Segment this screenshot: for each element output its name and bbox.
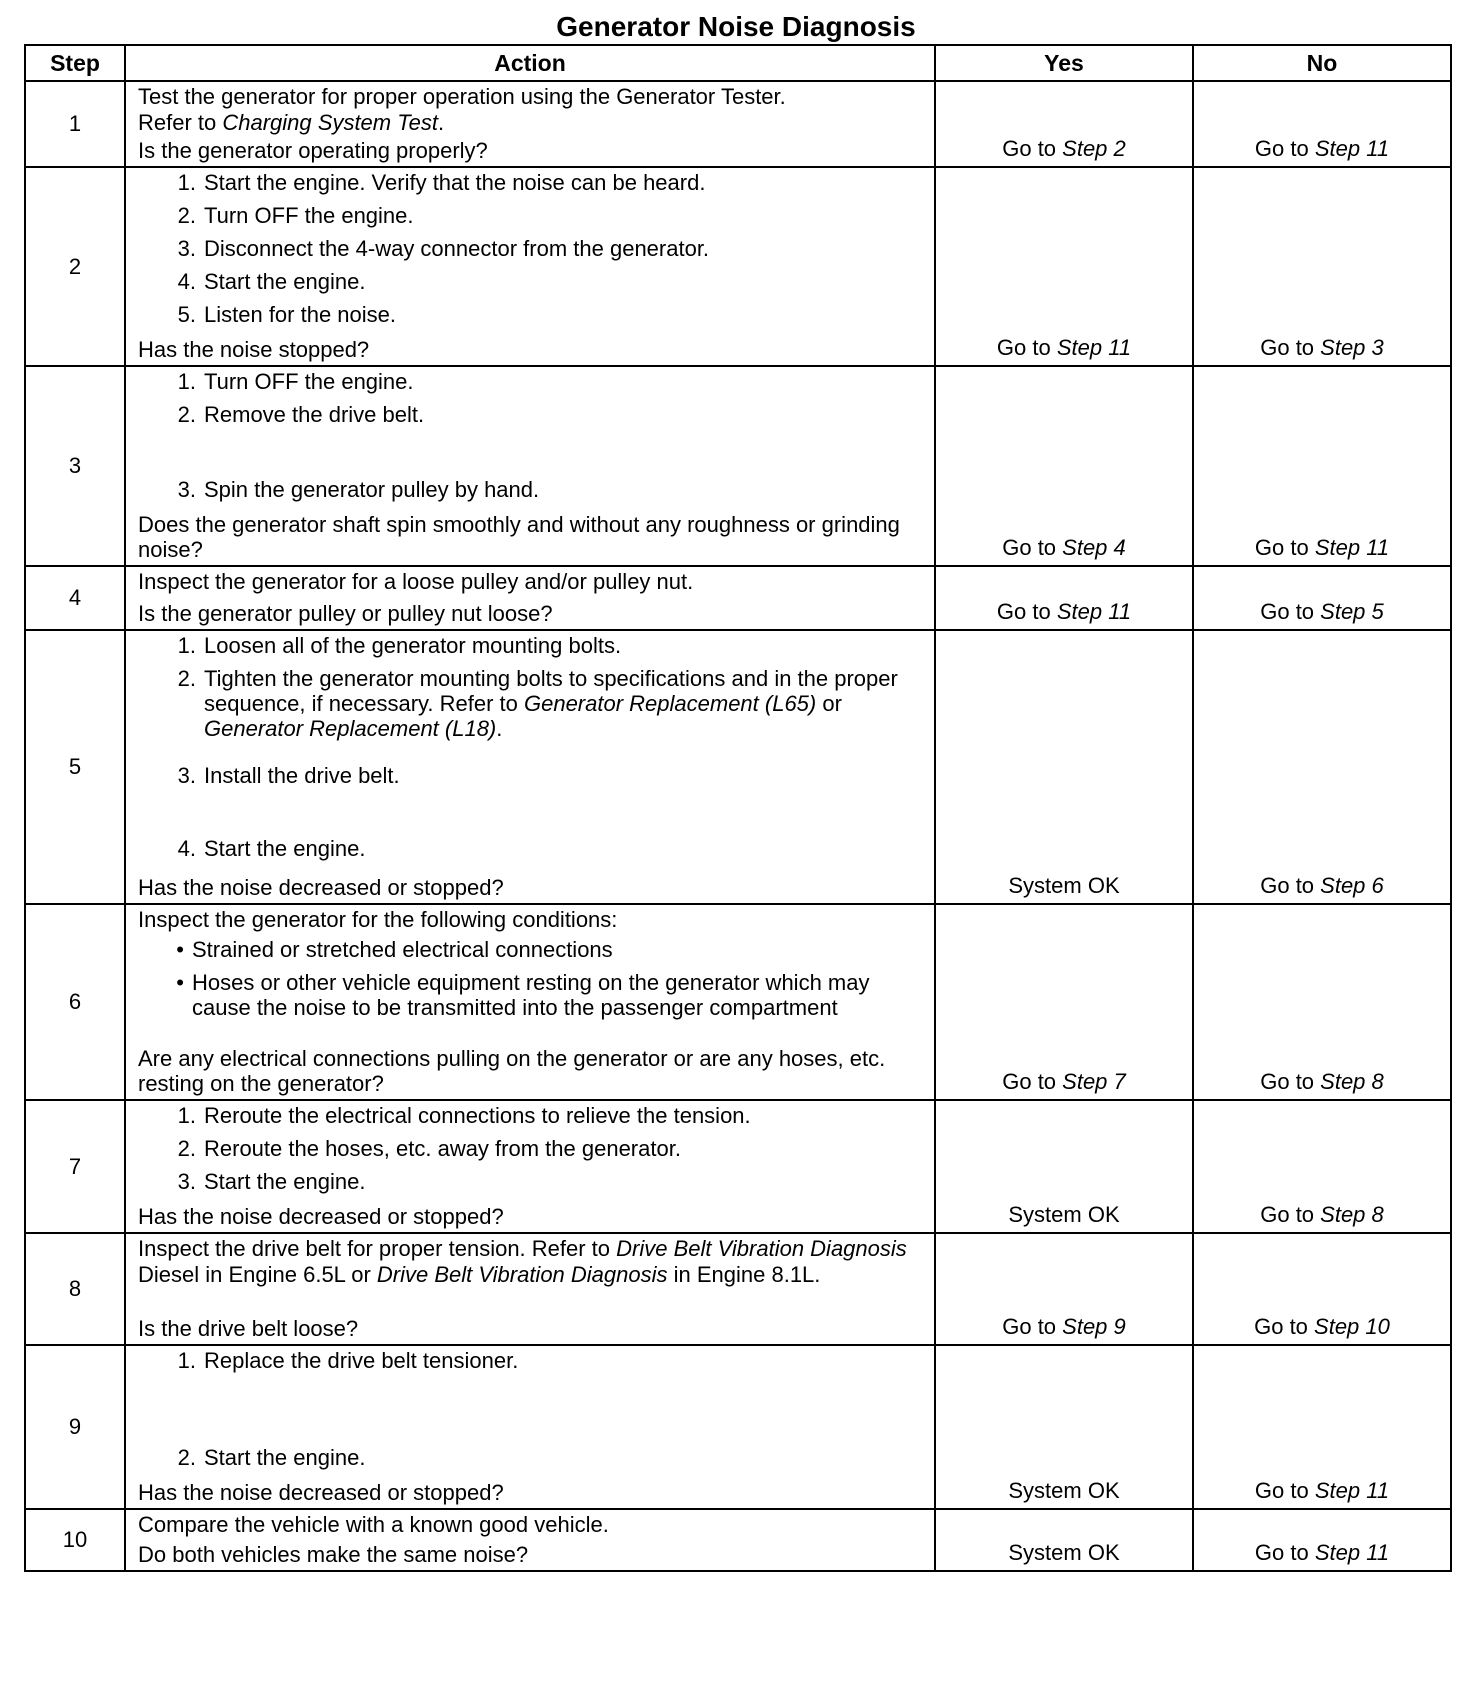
italic-reference: Step 11: [1314, 1540, 1390, 1565]
action-step-text: Start the engine.: [204, 836, 366, 861]
condition-text: Strained or stretched electrical connections: [192, 937, 613, 962]
header-action: Action: [125, 45, 935, 81]
italic-reference: Step 10: [1314, 1314, 1390, 1339]
yes-result-cell: System OK: [935, 1509, 1193, 1571]
bullet-dot: •: [176, 970, 184, 995]
yes-result-cell: Go to Step 11: [935, 566, 1193, 630]
action-content: [126, 1101, 934, 1232]
header-step: Step: [25, 45, 125, 81]
condition-item: [138, 970, 924, 1020]
action-step: [138, 477, 924, 502]
action-steps: [138, 170, 924, 335]
step-number-cell: 4: [25, 566, 125, 630]
italic-reference: Step 8: [1320, 1202, 1384, 1227]
action-question: Are any electrical connections pulling on the generator or are any hoses, etc. resting on the generator?: [138, 1046, 886, 1096]
action-step: [138, 170, 924, 195]
no-result-cell: Go to Step 6: [1193, 630, 1451, 904]
action-cell: [125, 81, 935, 167]
action-steps: [138, 1348, 924, 1478]
action-content: [126, 367, 934, 565]
action-content: [126, 1234, 934, 1344]
action-content: [126, 905, 934, 1099]
action-step-number: 5.: [177, 302, 196, 327]
action-step-number: 2.: [177, 1136, 196, 1161]
action-step-number: 3.: [177, 763, 196, 788]
action-step: [138, 236, 924, 261]
no-result-cell: Go to Step 8: [1193, 904, 1451, 1100]
table-row: [25, 366, 1451, 566]
italic-reference: Step 7: [1062, 1069, 1126, 1094]
action-step-text: Start the engine.: [204, 1169, 366, 1194]
action-content: [126, 82, 934, 166]
italic-reference: Step 11: [1314, 535, 1390, 560]
action-step-number: 2.: [177, 402, 196, 427]
italic-reference: Step 2: [1062, 136, 1126, 161]
table-row: [25, 167, 1451, 366]
italic-reference: Step 3: [1320, 335, 1384, 360]
no-result-cell: Go to Step 11: [1193, 1509, 1451, 1571]
action-cell: [125, 1233, 935, 1345]
action-content: [126, 168, 934, 365]
no-result-cell: Go to Step 11: [1193, 1345, 1451, 1509]
step-number-cell: 3: [25, 366, 125, 566]
action-step-text: Disconnect the 4-way connector from the generator.: [204, 236, 710, 261]
action-step: [138, 302, 924, 327]
action-step-text: Loosen all of the generator mounting bolts.: [204, 633, 622, 658]
italic-reference: Step 11: [1056, 335, 1132, 360]
action-step-number: 2.: [177, 203, 196, 228]
action-question: Has the noise decreased or stopped?: [138, 1204, 504, 1229]
action-step-text: Remove the drive belt.: [204, 402, 425, 427]
italic-reference: Step 11: [1056, 599, 1132, 624]
action-step-number: 3.: [177, 1169, 196, 1194]
page-title: Generator Noise Diagnosis: [556, 11, 916, 42]
step-number-cell: 5: [25, 630, 125, 904]
action-step-text: Install the drive belt.: [204, 763, 400, 788]
action-step: [138, 402, 924, 427]
step-number-cell: 7: [25, 1100, 125, 1233]
action-content: [126, 1346, 934, 1508]
action-cell: [125, 1100, 935, 1233]
action-step: [138, 666, 924, 741]
action-line: Refer to Charging System Test.: [138, 110, 445, 135]
italic-reference: Step 4: [1062, 535, 1126, 560]
action-step: [138, 1348, 924, 1373]
step-number-cell: 9: [25, 1345, 125, 1509]
action-question: Is the drive belt loose?: [138, 1316, 359, 1341]
action-question: Is the generator operating properly?: [138, 138, 488, 163]
table-row: [25, 81, 1451, 167]
action-step: [138, 763, 924, 788]
step-number-cell: 8: [25, 1233, 125, 1345]
action-step-number: 1.: [177, 633, 196, 658]
action-step-text: Replace the drive belt tensioner.: [204, 1348, 519, 1373]
action-line: Inspect the drive belt for proper tension. Refer to Drive Belt Vibration Diagnosis Diesel in Engine 6.5L or Drive Belt Vibration Diagnosis in Engine 8.1L.: [138, 1236, 907, 1287]
action-question: Is the generator pulley or pulley nut loose?: [138, 601, 553, 626]
italic-reference: Drive Belt Vibration Diagnosis: [376, 1262, 668, 1287]
table-row: [25, 904, 1451, 1100]
yes-result-cell: System OK: [935, 630, 1193, 904]
action-step-text: Start the engine.: [204, 269, 366, 294]
action-question: Has the noise decreased or stopped?: [138, 1480, 504, 1505]
table-row: [25, 630, 1451, 904]
no-result-cell: Go to Step 8: [1193, 1100, 1451, 1233]
table-row: [25, 1233, 1451, 1345]
action-step-number: 3.: [177, 477, 196, 502]
action-cell: [125, 566, 935, 630]
action-steps: [138, 1103, 924, 1202]
action-steps: [138, 633, 924, 869]
action-step-text: Turn OFF the engine.: [204, 203, 414, 228]
no-result-cell: Go to Step 5: [1193, 566, 1451, 630]
action-steps: [138, 369, 924, 510]
no-result-cell: Go to Step 3: [1193, 167, 1451, 366]
condition-list: [138, 937, 924, 1028]
action-cell: [125, 366, 935, 566]
action-step: [138, 1103, 924, 1128]
italic-reference: Step 6: [1320, 873, 1384, 898]
action-cell: [125, 1345, 935, 1509]
no-result-cell: Go to Step 10: [1193, 1233, 1451, 1345]
bullet-dot: •: [176, 937, 184, 962]
yes-result-cell: System OK: [935, 1345, 1193, 1509]
action-step: [138, 1136, 924, 1161]
italic-reference: Step 8: [1320, 1069, 1384, 1094]
action-step-text: Start the engine.: [204, 1445, 366, 1470]
step-number-cell: 10: [25, 1509, 125, 1571]
action-step-number: 2.: [177, 666, 196, 691]
italic-reference: Charging System Test: [222, 110, 438, 135]
step-number-cell: 1: [25, 81, 125, 167]
yes-result-cell: Go to Step 9: [935, 1233, 1193, 1345]
table-row: [25, 566, 1451, 630]
condition-item: [138, 937, 924, 962]
diagnosis-table: [24, 44, 1452, 1572]
action-cell: [125, 167, 935, 366]
action-question: Has the noise stopped?: [138, 337, 370, 362]
action-step-text: Reroute the hoses, etc. away from the generator.: [204, 1136, 681, 1161]
table-row: [25, 1345, 1451, 1509]
condition-text: Hoses or other vehicle equipment resting on the generator which may cause the noise to be transmitted into the passenger compartment: [192, 970, 870, 1020]
action-content: [126, 1510, 934, 1570]
action-step: [138, 1445, 924, 1470]
yes-result-cell: Go to Step 11: [935, 167, 1193, 366]
action-step: [138, 1169, 924, 1194]
yes-result-cell: Go to Step 7: [935, 904, 1193, 1100]
step-number-cell: 2: [25, 167, 125, 366]
header-row: [25, 45, 1451, 81]
no-result-cell: Go to Step 11: [1193, 81, 1451, 167]
action-cell: [125, 630, 935, 904]
italic-reference: Generator Replacement (L65): [523, 691, 817, 716]
action-cell: [125, 1509, 935, 1571]
action-step-number: 1.: [177, 1103, 196, 1128]
action-content: [126, 631, 934, 903]
action-step-number: 1.: [177, 369, 196, 394]
action-step: [138, 269, 924, 294]
action-step: [138, 369, 924, 394]
action-line: Test the generator for proper operation using the Generator Tester.: [138, 84, 786, 109]
action-question: Do both vehicles make the same noise?: [138, 1542, 529, 1567]
action-step-text: Start the engine. Verify that the noise can be heard.: [204, 170, 706, 195]
action-line: Inspect the generator for a loose pulley and/or pulley nut.: [138, 569, 694, 594]
italic-reference: Step 11: [1314, 136, 1390, 161]
header-no: No: [1193, 45, 1451, 81]
italic-reference: Drive Belt Vibration Diagnosis: [616, 1236, 907, 1261]
action-step-number: 2.: [177, 1445, 196, 1470]
yes-result-cell: Go to Step 2: [935, 81, 1193, 167]
yes-result-cell: Go to Step 4: [935, 366, 1193, 566]
action-step-number: 3.: [177, 236, 196, 261]
action-cell: [125, 904, 935, 1100]
action-step-text: Listen for the noise.: [204, 302, 397, 327]
step-number-cell: 6: [25, 904, 125, 1100]
header-yes: Yes: [935, 45, 1193, 81]
action-step-number: 1.: [177, 1348, 196, 1373]
action-content: [126, 567, 934, 629]
action-step: [138, 836, 924, 861]
table-row: [25, 1509, 1451, 1571]
action-step-number: 1.: [177, 170, 196, 195]
action-step-text: Reroute the electrical connections to relieve the tension.: [204, 1103, 751, 1128]
action-step-number: 4.: [177, 269, 196, 294]
yes-result-cell: System OK: [935, 1100, 1193, 1233]
action-step-text: Turn OFF the engine.: [204, 369, 414, 394]
italic-reference: Step 11: [1314, 1478, 1390, 1503]
italic-reference: Step 9: [1062, 1314, 1126, 1339]
action-step-number: 4.: [177, 836, 196, 861]
action-question: Does the generator shaft spin smoothly and without any roughness or grinding noise?: [138, 512, 900, 562]
action-step: [138, 203, 924, 228]
action-step-text: Spin the generator pulley by hand.: [204, 477, 540, 502]
table-row: [25, 1100, 1451, 1233]
no-result-cell: Go to Step 11: [1193, 366, 1451, 566]
italic-reference: Step 5: [1320, 599, 1384, 624]
action-step: [138, 633, 924, 658]
action-line: Inspect the generator for the following conditions:: [138, 907, 618, 932]
italic-reference: Generator Replacement (L18): [204, 716, 497, 741]
action-step-text: Tighten the generator mounting bolts to specifications and in the proper sequence, if necessary. Refer to Generator Replacement (L65) or Generator Replacement (L18).: [204, 666, 898, 741]
action-question: Has the noise decreased or stopped?: [138, 875, 504, 900]
action-line: Compare the vehicle with a known good vehicle.: [138, 1512, 609, 1537]
